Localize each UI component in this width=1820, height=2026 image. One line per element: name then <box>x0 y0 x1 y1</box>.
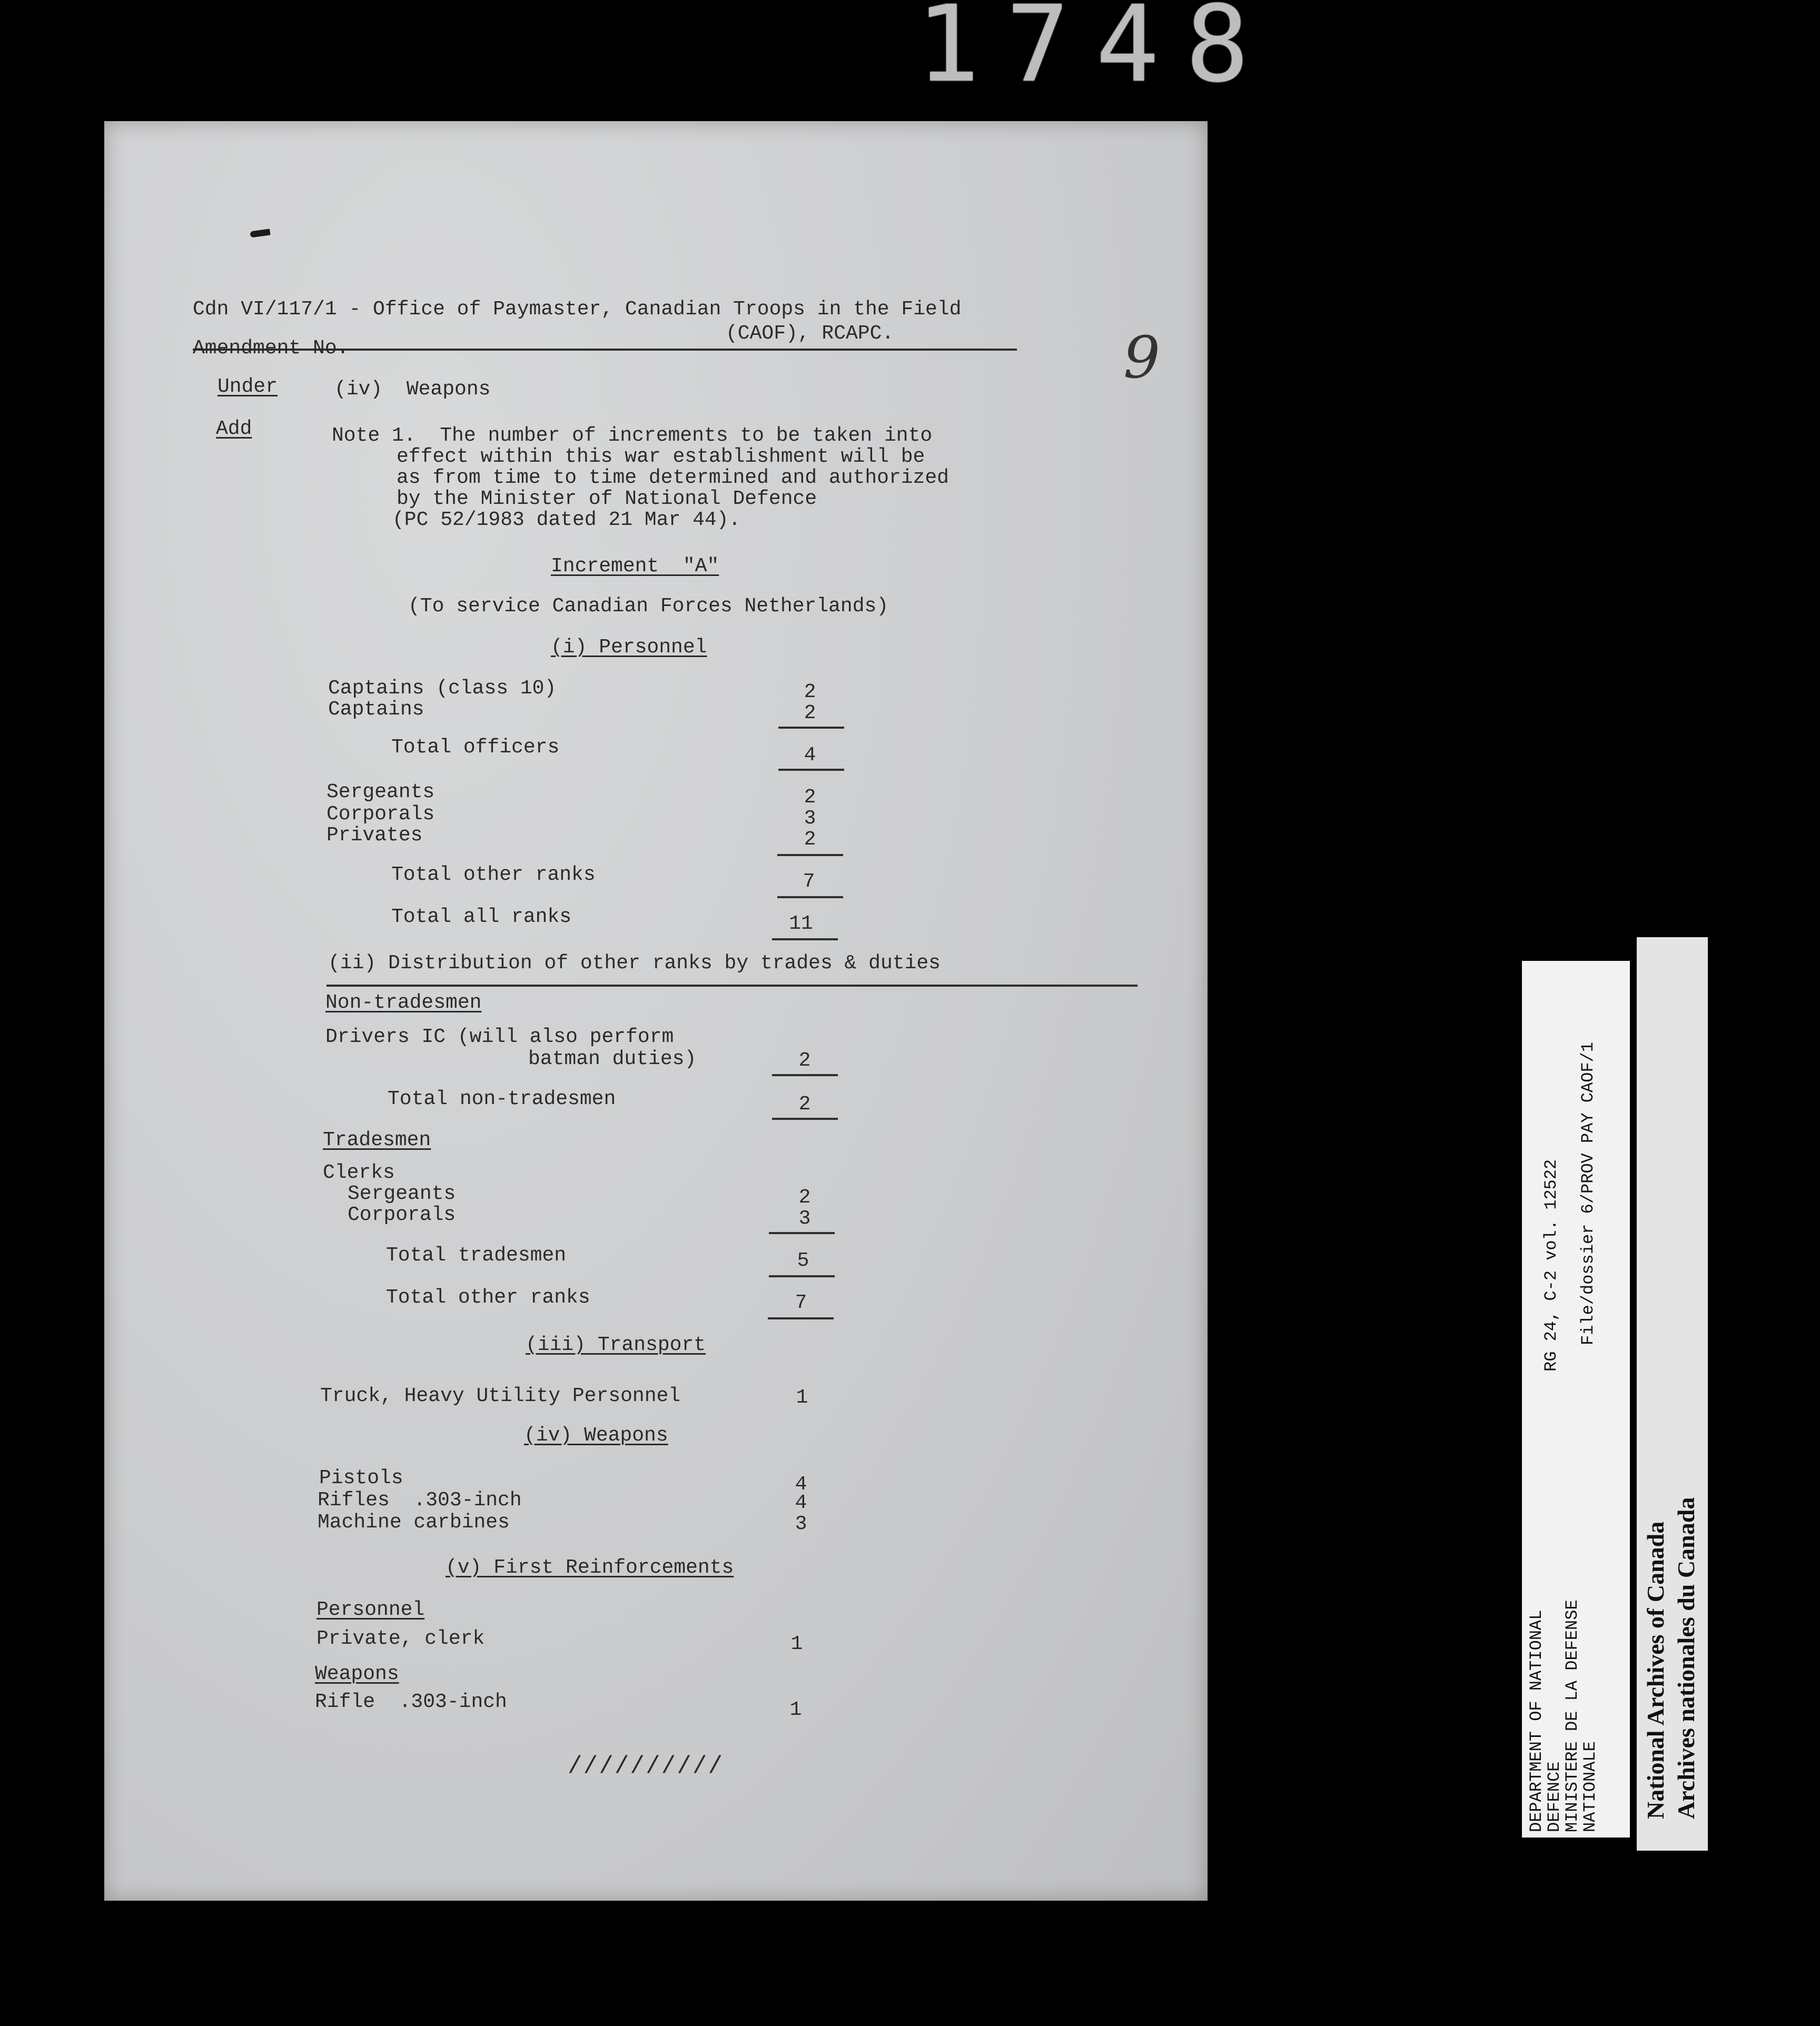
reinforcements-personnel-value: 1 <box>790 1633 803 1655</box>
weapons-value: 4 <box>795 1492 807 1514</box>
transport-value: 1 <box>796 1386 808 1409</box>
amendment-label: Amendment No. <box>193 337 349 360</box>
clerks-label: Clerks <box>323 1161 395 1184</box>
weapons-label: Rifles .303-inch <box>318 1489 522 1512</box>
distribution-rule <box>327 985 1138 987</box>
transport-label: Truck, Heavy Utility Personnel <box>320 1385 681 1407</box>
reinforcements-weapons-value: 1 <box>789 1699 802 1721</box>
drivers-line1: Drivers IC (will also perform <box>325 1026 674 1048</box>
non-tradesmen-heading: Non-tradesmen <box>325 991 482 1014</box>
personnel-value: 2 <box>804 786 816 809</box>
total-non-tradesmen-label: Total non-tradesmen <box>388 1088 616 1110</box>
total-rule <box>769 1275 835 1277</box>
note-line-2: effect within this war establishment will be <box>397 445 925 468</box>
archive-reference-label <box>1522 961 1630 1838</box>
corporals-label: Corporals <box>348 1204 456 1226</box>
under-value: (iv) Weapons <box>334 378 491 401</box>
personnel-label: Privates <box>327 824 423 847</box>
header-line1: Cdn VI/117/1 - Office of Paymaster, Canadian Troops in the Field <box>193 298 962 321</box>
dept-line3: MINISTERE DE LA DEFENSE <box>1562 1600 1582 1832</box>
total-rule <box>778 727 844 729</box>
dept-line2: DEFENCE <box>1545 1761 1564 1832</box>
total-rule <box>777 854 843 856</box>
ink-mark <box>250 229 270 237</box>
drivers-value: 2 <box>798 1049 811 1072</box>
note-line-3: as from time to time determined and authorized <box>397 466 949 489</box>
personnel-total-value: 4 <box>804 744 816 767</box>
total-tradesmen-value: 5 <box>797 1249 809 1272</box>
sergeants-label: Sergeants <box>348 1183 456 1205</box>
ref-line1: RG 24, C-2 vol. 12522 <box>1541 1159 1561 1372</box>
personnel-value: 2 <box>804 702 816 724</box>
personnel-heading: (i) Personnel <box>551 636 707 659</box>
total-rule <box>778 769 844 771</box>
total-tradesmen-label: Total tradesmen <box>386 1244 567 1267</box>
personnel-total-label: Total officers <box>391 736 560 759</box>
corporals-value: 3 <box>798 1207 811 1230</box>
total-rule <box>772 1118 838 1120</box>
personnel-total-label: Total other ranks <box>391 863 596 886</box>
total-other-ranks-label: Total other ranks <box>386 1286 590 1309</box>
personnel-label: Corporals <box>327 803 435 826</box>
note-line-5: (PC 52/1983 dated 21 Mar 44). <box>392 509 741 531</box>
handwritten-page-number: 9 <box>1123 324 1160 391</box>
total-rule <box>769 1232 835 1234</box>
dept-line1: DEPARTMENT OF NATIONAL <box>1527 1610 1546 1832</box>
personnel-label: Captains <box>328 698 424 721</box>
end-marks: ////////// <box>568 1753 724 1780</box>
total-other-ranks-value: 7 <box>795 1292 807 1314</box>
header-line2: (CAOF), RCAPC. <box>726 322 894 345</box>
reinforcements-heading: (v) First Reinforcements <box>446 1556 734 1579</box>
personnel-value: 2 <box>804 828 816 851</box>
reinforcements-personnel-label: Private, clerk <box>316 1627 485 1650</box>
total-rule <box>772 1074 838 1076</box>
personnel-total-label: Total all ranks <box>391 906 572 928</box>
increment-title: Increment "A" <box>551 555 719 578</box>
personnel-value: 3 <box>804 807 816 830</box>
weapons-value: 4 <box>795 1473 807 1496</box>
total-rule <box>777 896 843 898</box>
personnel-total-value: 11 <box>789 912 813 935</box>
reinforcements-weapons-label: Rifle .303-inch <box>315 1691 507 1713</box>
dept-line4: NATIONALE <box>1580 1741 1600 1832</box>
document-page <box>104 121 1208 1901</box>
weapons-value: 3 <box>795 1513 807 1535</box>
drivers-line2: batman duties) <box>528 1048 697 1070</box>
note-line-4: by the Minister of National Defence <box>397 488 817 510</box>
tradesmen-heading: Tradesmen <box>323 1129 431 1151</box>
personnel-total-value: 7 <box>803 870 815 893</box>
ref-line2: File/dossier 6/PROV PAY CAOF/1 <box>1578 1041 1598 1345</box>
frame-number: 1748 <box>916 0 1275 106</box>
note-line-1: Note 1. The number of increments to be taken into <box>332 424 933 447</box>
personnel-label: Sergeants <box>327 781 435 803</box>
archives-name-label <box>1637 937 1708 1851</box>
transport-heading: (iii) Transport <box>526 1334 706 1356</box>
increment-subtitle: (To service Canadian Forces Netherlands) <box>408 595 889 618</box>
reinforcements-weapons-heading: Weapons <box>315 1663 399 1685</box>
under-label: Under <box>217 375 278 398</box>
total-rule <box>768 1317 834 1319</box>
distribution-heading: (ii) Distribution of other ranks by trades & duties <box>328 952 941 975</box>
archives-en: National Archives of Canada <box>1642 1521 1669 1819</box>
weapons-label: Pistols <box>319 1467 403 1489</box>
personnel-label: Captains (class 10) <box>328 677 557 700</box>
weapons-label: Machine carbines <box>318 1511 510 1534</box>
reinforcements-personnel-heading: Personnel <box>316 1598 425 1621</box>
add-label: Add <box>216 418 252 440</box>
archives-fr: Archives nationales du Canada <box>1673 1497 1699 1819</box>
weapons-heading: (iv) Weapons <box>524 1424 668 1447</box>
personnel-value: 2 <box>804 681 816 703</box>
sergeants-value: 2 <box>798 1186 811 1209</box>
total-non-tradesmen-value: 2 <box>798 1093 811 1116</box>
total-rule <box>772 938 838 940</box>
